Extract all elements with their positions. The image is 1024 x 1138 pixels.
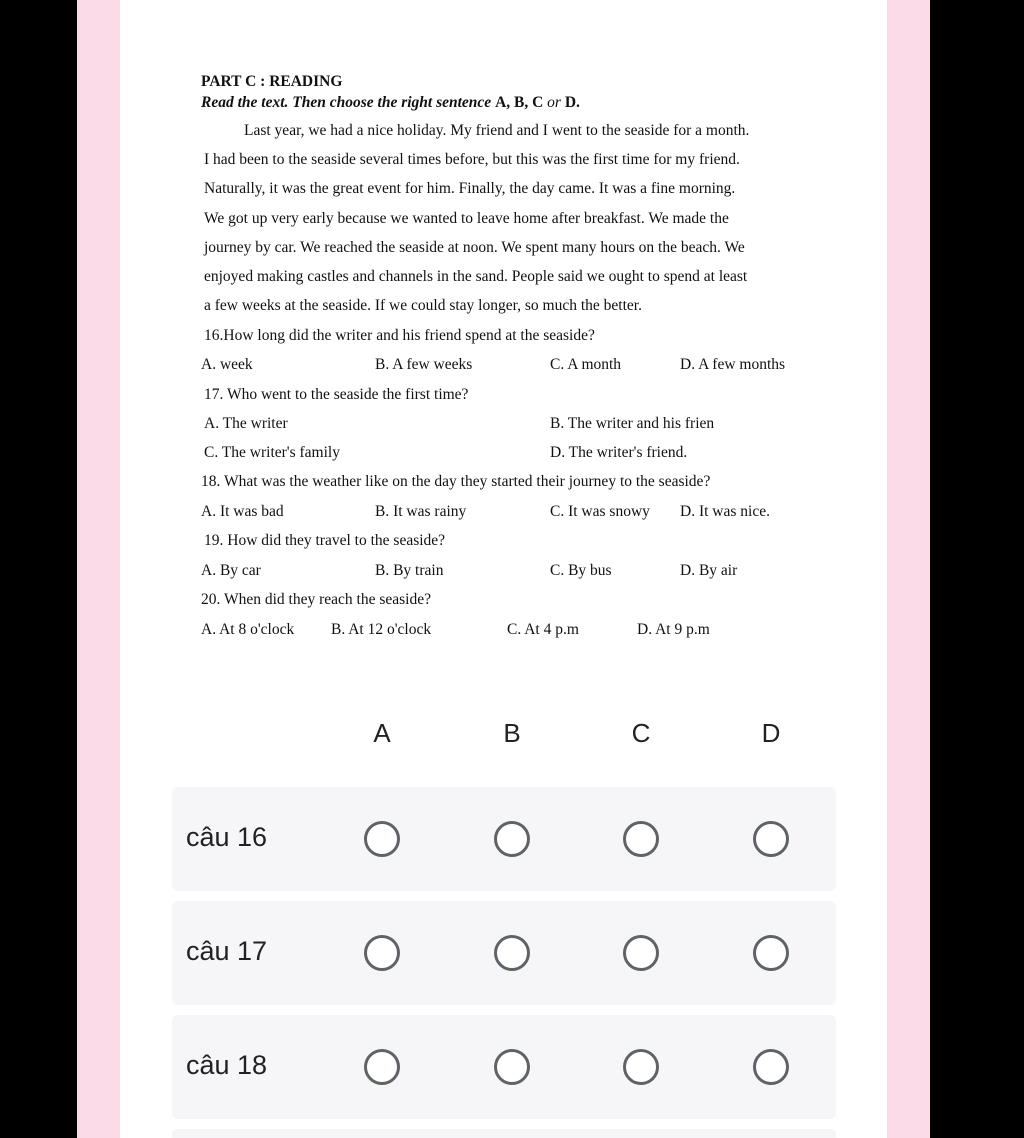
option-16-a: A. week (201, 356, 253, 373)
radio-18-b[interactable] (494, 1049, 530, 1085)
option-20-d: D. At 9 p.m (637, 621, 710, 638)
column-header-a: A (373, 718, 391, 748)
question-19: 19. How did they travel to the seaside? (204, 532, 446, 549)
question-17: 17. Who went to the seaside the first time? (204, 386, 469, 403)
grid-row-16 (172, 787, 836, 891)
radio-16-b[interactable] (494, 821, 530, 857)
radio-16-a[interactable] (364, 821, 400, 857)
radio-17-b[interactable] (494, 935, 530, 971)
option-17-c: C. The writer's family (204, 444, 340, 461)
option-17-b: B. The writer and his frien (550, 415, 715, 432)
grid-row-next-partial (172, 1129, 836, 1138)
form-page (120, 0, 887, 1138)
option-18-c: C. It was snowy (550, 503, 650, 520)
left-side-bar (77, 0, 120, 1138)
radio-16-c[interactable] (623, 821, 659, 857)
row-label: câu 17 (186, 936, 268, 966)
passage-line: journey by car. We reached the seaside at noon. We spent many hours on the beach. We (204, 239, 745, 256)
option-19-b: B. By train (375, 562, 444, 579)
option-19-c: C. By bus (550, 562, 612, 579)
passage-line: We got up very early because we wanted to leave home after breakfast. We made the (204, 210, 729, 227)
column-header-c: C (631, 718, 651, 748)
radio-17-a[interactable] (364, 935, 400, 971)
passage-line: Last year, we had a nice holiday. My friend and I went to the seaside for a month. (244, 122, 750, 139)
passage-line: I had been to the seaside several times before, but this was the first time for my friend. (204, 151, 740, 168)
radio-17-c[interactable] (623, 935, 659, 971)
instruction-last-option: D. (564, 94, 580, 111)
option-18-a: A. It was bad (201, 503, 284, 520)
column-header-d: D (761, 718, 781, 748)
part-title: PART C : READING (201, 73, 343, 90)
instruction-or: or (547, 94, 561, 111)
option-20-a: A. At 8 o'clock (201, 621, 295, 638)
row-label: câu 18 (186, 1050, 268, 1080)
option-19-a: A. By car (201, 562, 261, 579)
instruction-text: Read the text. Then choose the right sentence (201, 94, 492, 111)
passage-line: a few weeks at the seaside. If we could stay longer, so much the better. (204, 297, 642, 314)
option-20-b: B. At 12 o'clock (331, 621, 432, 638)
option-16-b: B. A few weeks (375, 356, 473, 373)
instruction (201, 94, 580, 112)
right-side-bar (887, 0, 930, 1138)
option-17-a: A. The writer (204, 415, 288, 432)
option-17-d: D. The writer's friend. (550, 444, 688, 461)
grid-row-18 (172, 1015, 836, 1119)
radio-18-d[interactable] (753, 1049, 789, 1085)
instruction-options: A, B, C (495, 94, 544, 111)
passage-line: enjoyed making castles and channels in the sand. People said we ought to spend at least (204, 268, 748, 285)
radio-17-d[interactable] (753, 935, 789, 971)
option-16-c: C. A month (550, 356, 622, 373)
grid-row-17 (172, 901, 836, 1005)
radio-18-c[interactable] (623, 1049, 659, 1085)
question-18: 18. What was the weather like on the day they started their journey to the seaside? (201, 473, 711, 490)
question-16: 16.How long did the writer and his friend spend at the seaside? (204, 327, 595, 344)
option-18-d: D. It was nice. (680, 503, 770, 520)
radio-18-a[interactable] (364, 1049, 400, 1085)
row-label: câu 16 (186, 822, 268, 852)
column-header-b: B (503, 718, 521, 748)
passage-line: Naturally, it was the great event for him. Finally, the day came. It was a fine morning. (204, 180, 736, 197)
option-19-d: D. By air (680, 562, 738, 579)
radio-16-d[interactable] (753, 821, 789, 857)
option-18-b: B. It was rainy (375, 503, 467, 520)
option-16-d: D. A few months (680, 356, 786, 373)
option-20-c: C. At 4 p.m (507, 621, 579, 638)
question-20: 20. When did they reach the seaside? (201, 591, 431, 608)
